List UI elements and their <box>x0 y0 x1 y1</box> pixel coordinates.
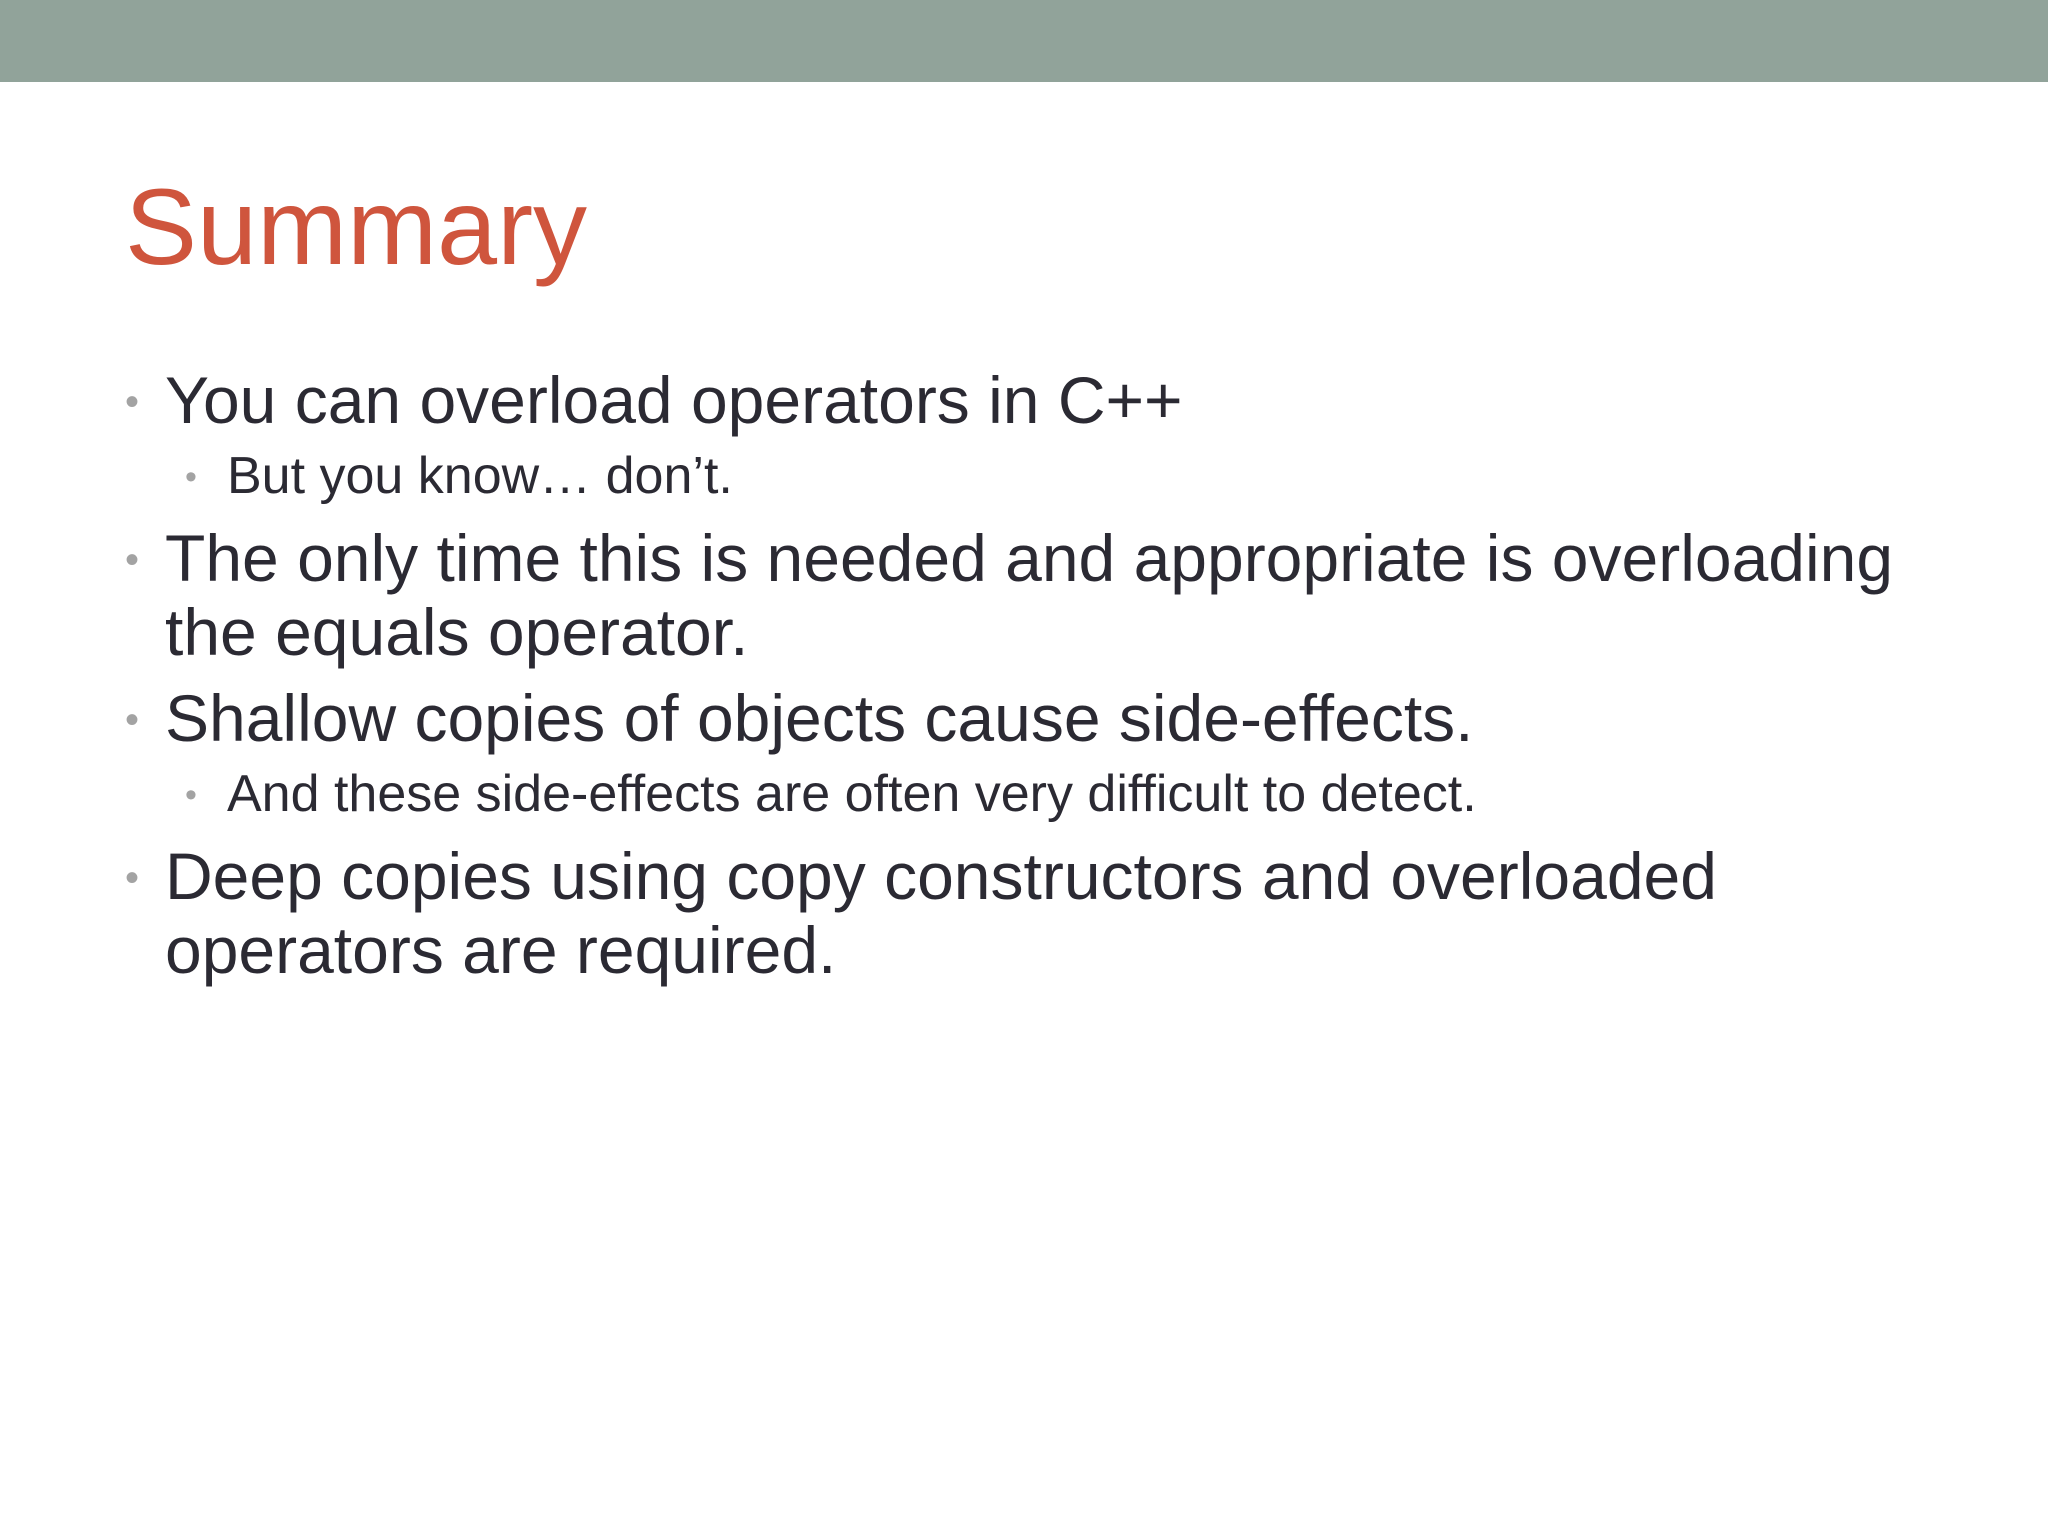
bullet-text: You can overload operators in C++ <box>165 363 1183 437</box>
bullet-dot-icon: • <box>125 380 140 424</box>
header-bar <box>0 0 2048 82</box>
slide-title: Summary <box>125 166 588 287</box>
bullet-text: Deep copies using copy constructors and overloaded operators are required. <box>165 839 1717 987</box>
bullet-item <box>125 363 1955 437</box>
bullet-text: The only time this is needed and appropriate is overloading the equals operator. <box>165 521 1894 669</box>
bullet-item <box>125 521 1955 669</box>
sub-bullet-item <box>125 763 1955 825</box>
bullet-item <box>125 839 1955 987</box>
bullet-dot-icon: • <box>185 776 197 814</box>
sub-bullet-item <box>125 445 1955 507</box>
bullet-text: Shallow copies of objects cause side-effects. <box>165 681 1474 755</box>
bullet-list <box>125 363 1955 999</box>
bullet-item <box>125 681 1955 755</box>
bullet-dot-icon: • <box>125 538 140 582</box>
bullet-dot-icon: • <box>125 856 140 900</box>
bullet-dot-icon: • <box>185 458 197 496</box>
sub-bullet-text: But you know… don’t. <box>227 447 733 505</box>
sub-bullet-text: And these side-effects are often very difficult to detect. <box>227 765 1477 823</box>
bullet-dot-icon: • <box>125 698 140 742</box>
